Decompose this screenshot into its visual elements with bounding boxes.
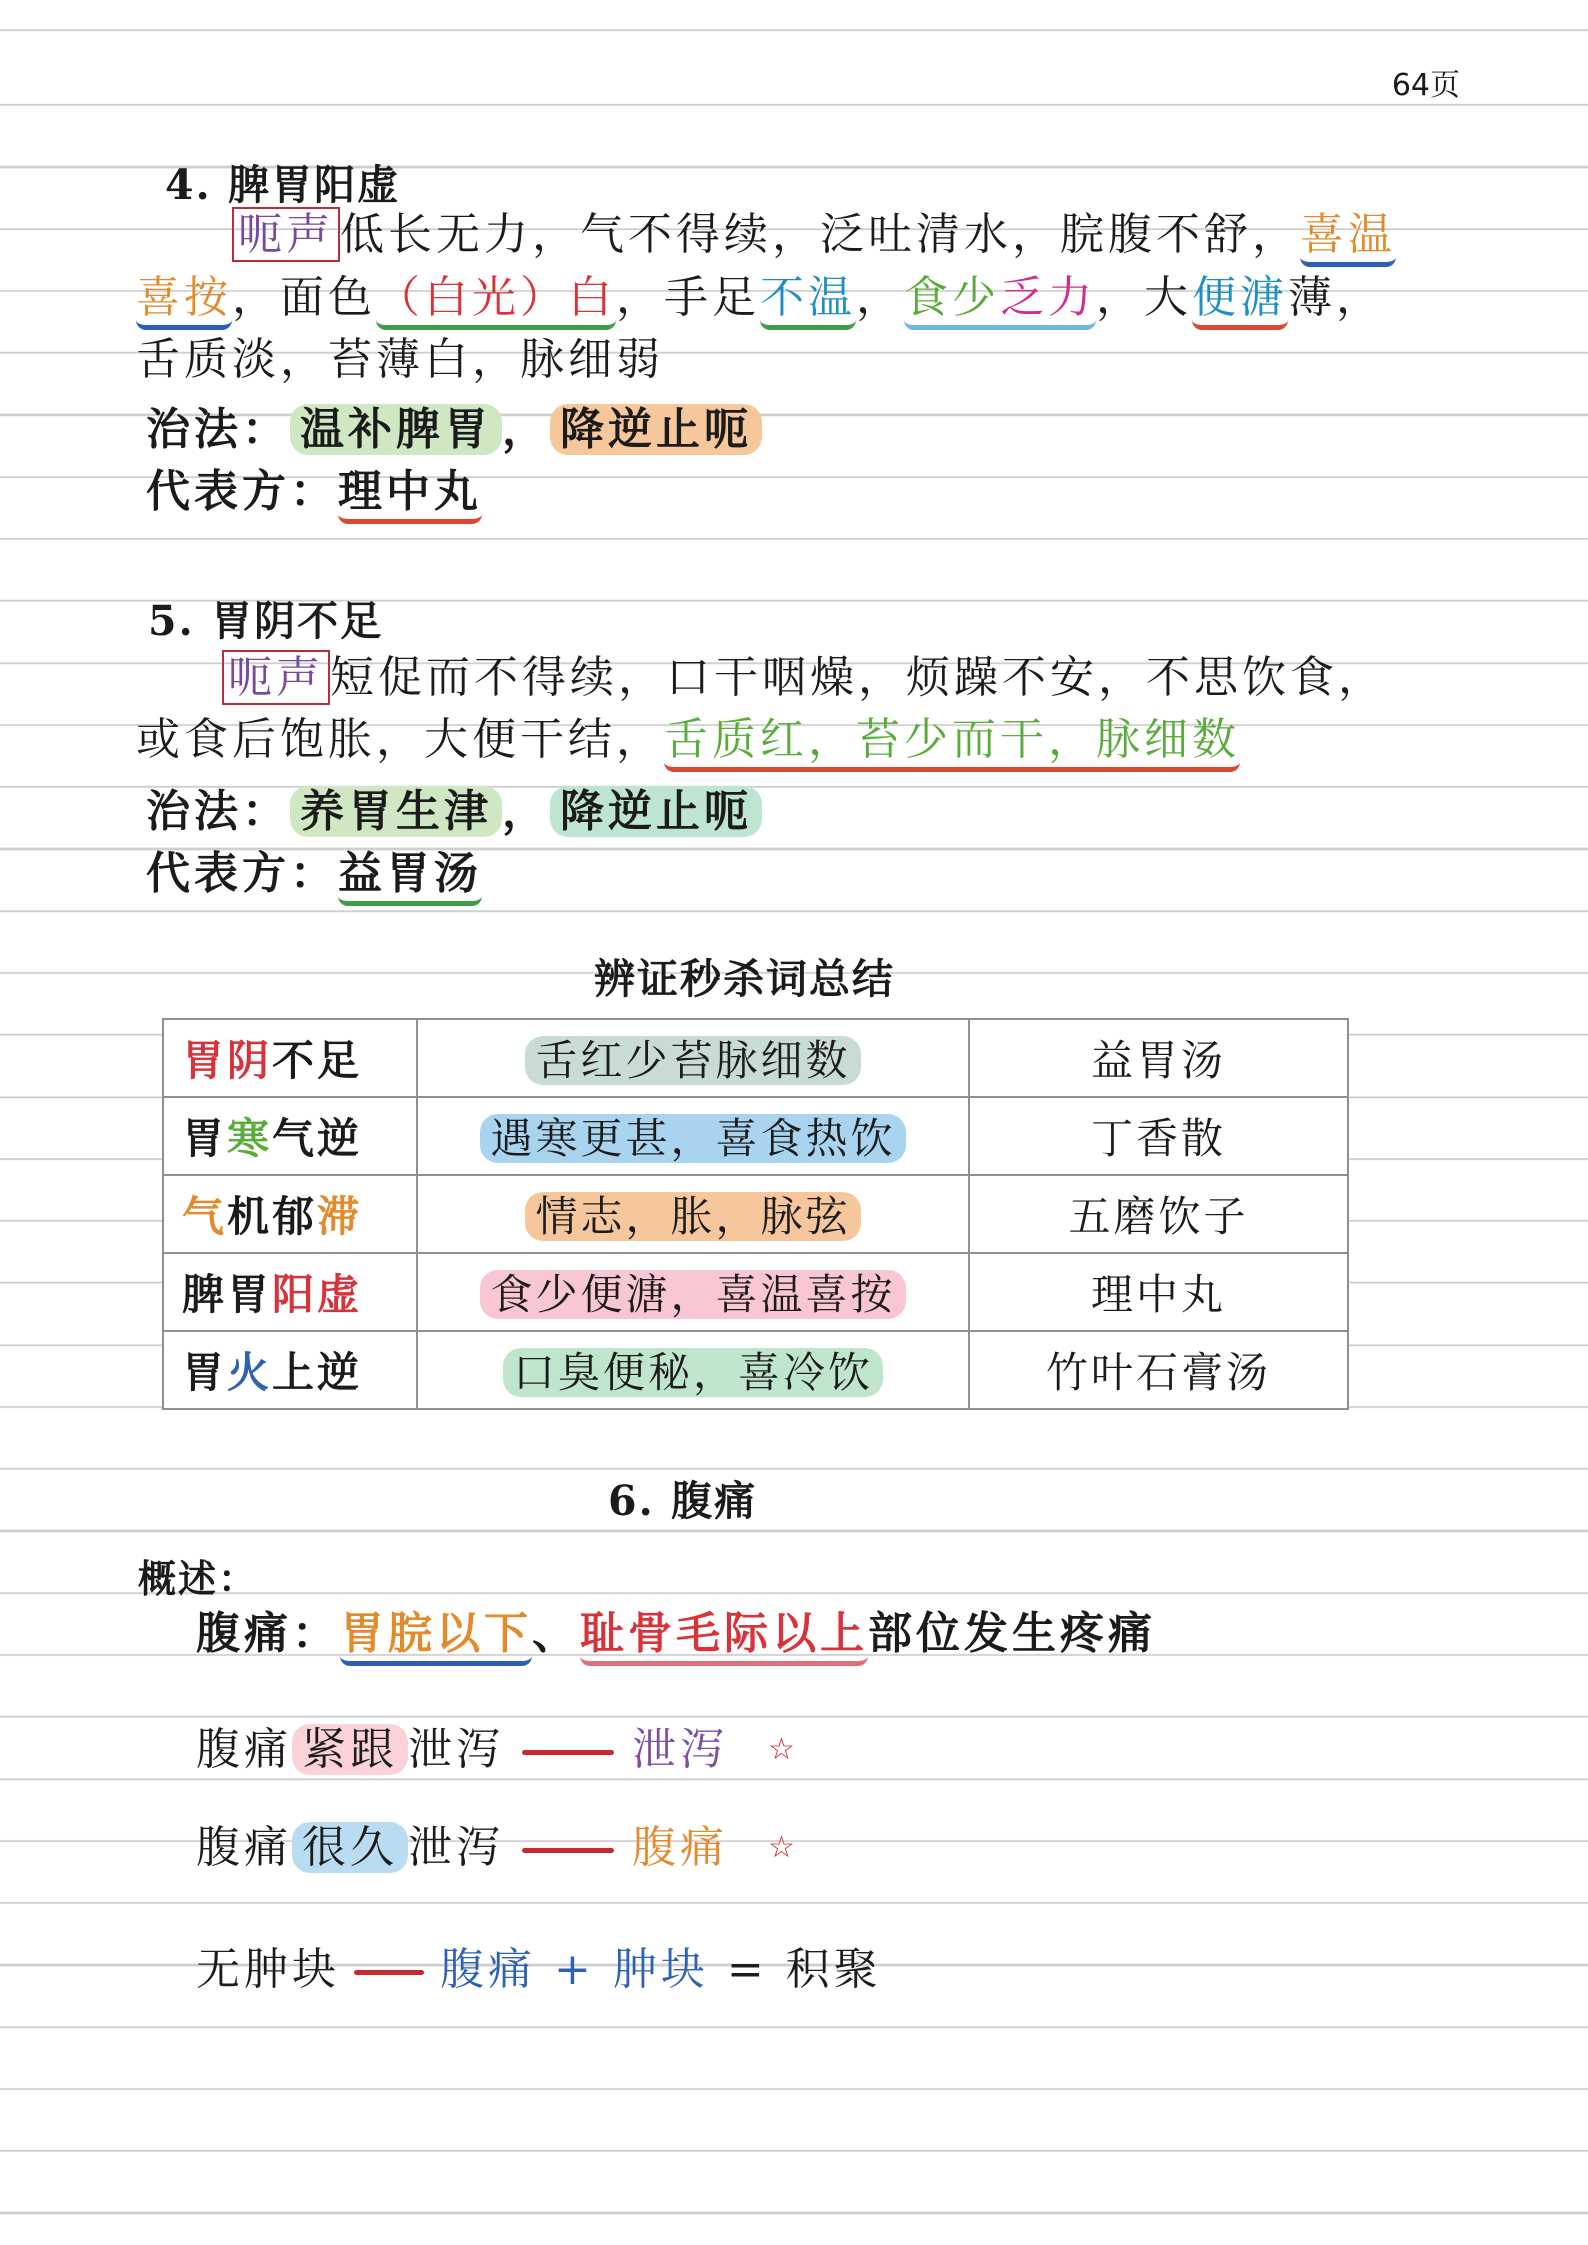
page-number: 64页 xyxy=(1391,68,1460,103)
section6-rule3: 无肿块 腹痛 + 肿块 = 积聚 xyxy=(196,1944,882,1995)
section5-keyword: 呃声 xyxy=(222,650,330,705)
summary-key: 情志，胀，脉弦 xyxy=(525,1192,860,1241)
section4-title: 4. 脾胃阳虚 xyxy=(165,161,401,209)
section5-line2: 或食后饱胀，大便干结，舌质红，苔少而干，脉细数 xyxy=(136,710,1240,770)
summary-title: 辨证秒杀词总结 xyxy=(594,955,895,1003)
section5-line1: 呃声 短促而不得续，口干咽燥，烦躁不安，不思饮食， xyxy=(222,648,1386,708)
section6-title: 6. 腹痛 xyxy=(608,1477,758,1525)
section6-rule1: 腹痛 紧跟 泄泻 泄泻 ☆ xyxy=(196,1724,799,1775)
section4-treatment: 治法： 温补脾胃 ， 降逆止呃 xyxy=(146,400,762,460)
summary-key: 遇寒更甚，喜食热饮 xyxy=(480,1114,905,1163)
section4-keyword: 呃声 xyxy=(232,207,340,262)
section4-line1: 呃声 低长无力，气不得续，泛吐清水，脘腹不舒，喜温 xyxy=(232,205,1396,265)
table-row: 胃寒气逆 遇寒更甚，喜食热饮 丁香散 xyxy=(163,1097,1348,1175)
dash-line xyxy=(522,1750,614,1755)
star-icon: ☆ xyxy=(768,1732,799,1767)
section4-formula: 代表方：理中丸 xyxy=(146,462,482,522)
summary-table xyxy=(162,1018,1349,1410)
summary-key: 舌红少苔脉细数 xyxy=(525,1036,860,1085)
table-row: 脾胃阳虚 食少便溏，喜温喜按 理中丸 xyxy=(163,1253,1348,1331)
summary-formula: 理中丸 xyxy=(969,1253,1348,1331)
summary-formula: 五磨饮子 xyxy=(969,1175,1348,1253)
section4-line3: 舌质淡，苔薄白，脉细弱 xyxy=(136,334,664,385)
section5-formula: 代表方：益胃汤 xyxy=(146,844,482,904)
section6-rule2: 腹痛 很久 泄泻 腹痛 ☆ xyxy=(196,1822,799,1873)
dash-line xyxy=(522,1848,614,1853)
section5-treatment: 治法： 养胃生津 ， 降逆止呃 xyxy=(146,782,762,842)
summary-key: 口臭便秘，喜冷饮 xyxy=(503,1348,883,1397)
star-icon: ☆ xyxy=(768,1830,799,1865)
section5-title: 5. 胃阴不足 xyxy=(148,597,384,645)
section4-xiwen: 喜温 xyxy=(1300,209,1396,267)
summary-formula: 丁香散 xyxy=(969,1097,1348,1175)
summary-formula: 竹叶石膏汤 xyxy=(969,1331,1348,1409)
table-row: 胃火上逆 口臭便秘，喜冷饮 竹叶石膏汤 xyxy=(163,1331,1348,1409)
dash-line xyxy=(354,1970,424,1975)
summary-formula: 益胃汤 xyxy=(969,1019,1348,1097)
table-row: 胃阴不足 舌红少苔脉细数 益胃汤 xyxy=(163,1019,1348,1097)
section4-line2: 喜按，面色（白光）白，手足不温，食少乏力，大便溏薄， xyxy=(136,268,1384,328)
table-row: 气机郁滞 情志，胀，脉弦 五磨饮子 xyxy=(163,1175,1348,1253)
summary-key: 食少便溏，喜温喜按 xyxy=(480,1270,905,1319)
section6-definition: 腹痛：胃脘以下、耻骨毛际以上部位发生疼痛 xyxy=(196,1604,1156,1664)
section6-overview: 概述： xyxy=(138,1556,259,1601)
